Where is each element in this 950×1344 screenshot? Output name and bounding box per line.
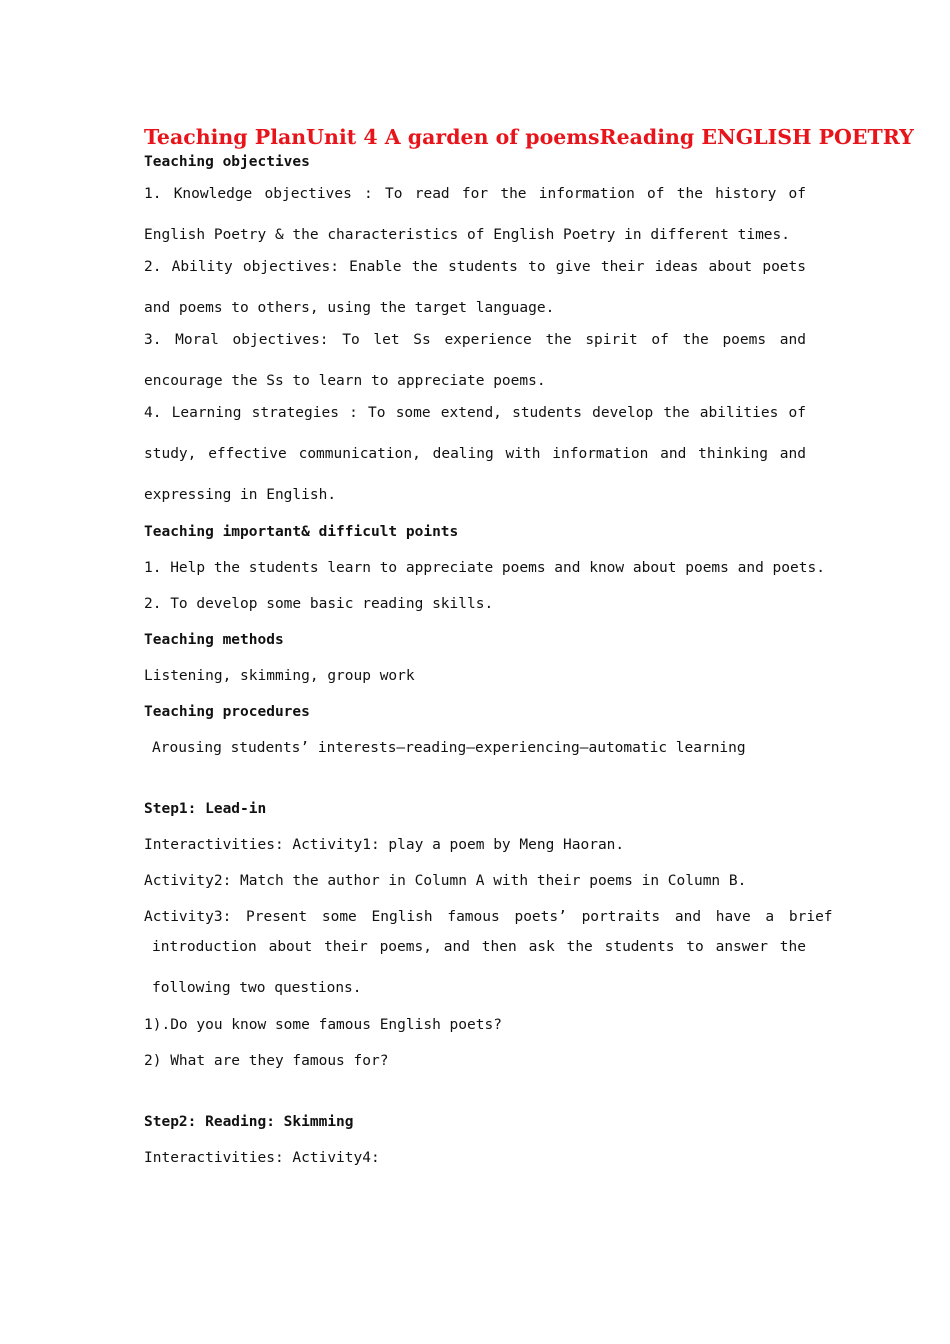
step1-activity2: Activity2: Match the author in Column A with their poems in Column B. xyxy=(144,873,747,889)
objective-1: 1. Knowledge objectives : To read for the information of the history of English Poetry & the characteristics of English Poetry in different times. xyxy=(144,186,806,243)
step2-activity4: Interactivities: Activity4: xyxy=(144,1150,380,1166)
document-page xyxy=(144,122,914,1168)
procedures-text: Arousing students’ interests—reading—experiencing—automatic learning xyxy=(152,740,746,756)
step1-activity3-rest: introduction about their poems, and then ask the students to answer the following two questions. xyxy=(152,939,806,996)
step2-heading: Step2: Reading: Skimming xyxy=(144,1114,354,1130)
step1-activity3-first: Activity3: Present some English famous poets’ portraits and have a brief xyxy=(144,909,833,925)
points-heading: Teaching important& difficult points xyxy=(144,524,459,540)
objectives-heading: Teaching objectives xyxy=(144,154,310,170)
question-1: 1).Do you know some famous English poets? xyxy=(144,1017,502,1033)
point-2: 2. To develop some basic reading skills. xyxy=(144,596,494,612)
objective-2: 2. Ability objectives: Enable the students to give their ideas about poets and poems to others, using the target language. xyxy=(144,259,806,316)
step1-heading: Step1: Lead-in xyxy=(144,801,267,817)
objective-3: 3. Moral objectives: To let Ss experience the spirit of the poems and encourage the Ss to learn to appreciate poems. xyxy=(144,332,806,389)
methods-heading: Teaching methods xyxy=(144,632,284,648)
question-2: 2) What are they famous for? xyxy=(144,1053,389,1069)
step1-activity1: Interactivities: Activity1: play a poem by Meng Haoran. xyxy=(144,837,625,853)
methods-text: Listening, skimming, group work xyxy=(144,668,415,684)
procedures-heading: Teaching procedures xyxy=(144,704,310,720)
point-1: 1. Help the students learn to appreciate poems and know about poems and poets. xyxy=(144,560,825,576)
document-title: Teaching PlanUnit 4 A garden of poemsReading ENGLISH POETRY xyxy=(144,125,914,149)
objective-4: 4. Learning strategies : To some extend, students develop the abilities of study, effective communication, dealing with information and thinking and expressing in English. xyxy=(144,405,806,503)
